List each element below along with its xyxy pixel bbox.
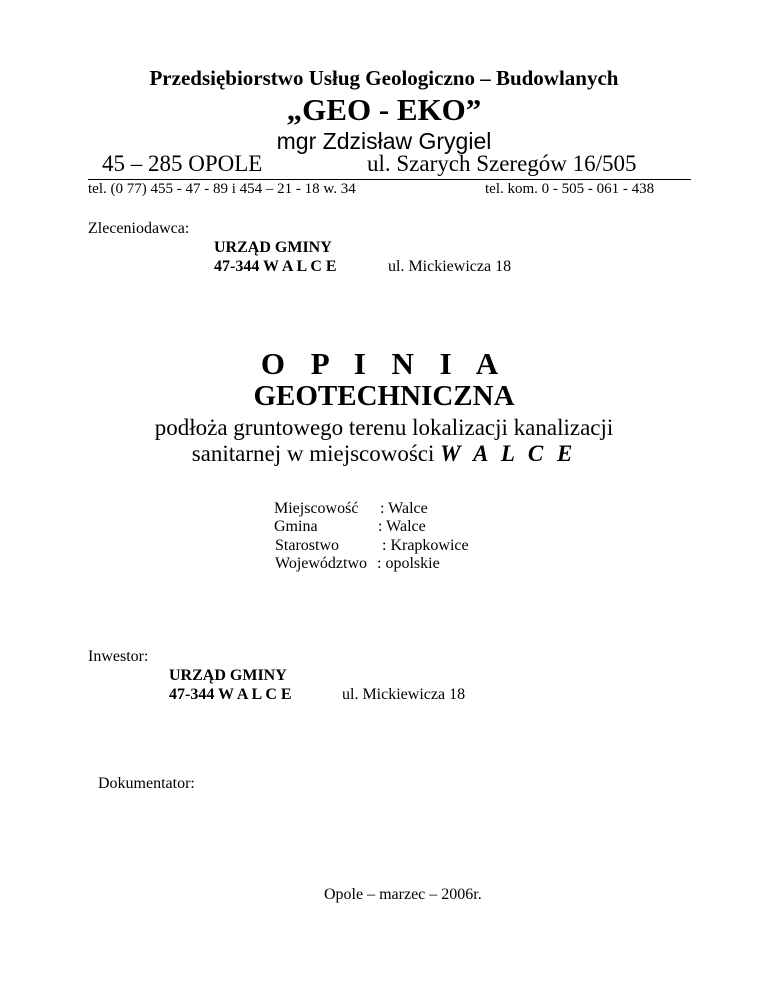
document-subtitle-line1: podłoża gruntowego terenu lokalizacji kanalizacji — [154, 415, 614, 440]
place-date: Opole – marzec – 2006r. — [324, 886, 482, 903]
location-value: : Walce — [380, 500, 428, 517]
investor-city: 47-344 W A L C E — [169, 686, 292, 703]
investor-name: URZĄD GMINY — [169, 667, 287, 684]
documenter-label: Dokumentator: — [98, 775, 195, 792]
zip-city: 45 – 285 OPOLE — [102, 151, 263, 176]
client-label: Zleceniodawca: — [88, 220, 190, 237]
company-name: Przedsiębiorstwo Usług Geologiczno – Budowlanych — [149, 66, 619, 90]
document-title-type: GEOTECHNICZNA — [253, 380, 515, 412]
subtitle-text: sanitarnej w miejscowości — [191, 441, 435, 466]
location-row-town — [274, 500, 428, 518]
location-value: : opolskie — [377, 555, 440, 572]
subtitle-place: W A L C E — [440, 441, 577, 466]
document-subtitle-line2 — [0, 441, 768, 467]
document-title: O P I N I A — [260, 346, 508, 381]
company-street: ul. Szarych Szeregów 16/505 — [367, 151, 637, 176]
phone-numbers: tel. (0 77) 455 - 47 - 89 i 454 – 21 - 18 w. 34 — [88, 181, 356, 197]
header-divider — [88, 179, 691, 180]
location-value: : Walce — [378, 518, 426, 535]
location-row-voivodeship — [275, 555, 440, 573]
owner-name: mgr Zdzisław Grygiel — [276, 128, 492, 154]
investor-street: ul. Mickiewicza 18 — [342, 686, 466, 703]
location-row-commune — [274, 518, 426, 536]
client-city: 47-344 W A L C E — [214, 258, 337, 275]
client-street: ul. Mickiewicza 18 — [388, 258, 512, 275]
mobile-number: tel. kom. 0 - 505 - 061 - 438 — [485, 181, 655, 197]
location-label: Miejscowość — [274, 500, 359, 517]
investor-label: Inwestor: — [88, 648, 149, 665]
brand-name: „GEO - EKO” — [286, 92, 482, 127]
location-value: : Krapkowice — [382, 537, 469, 554]
client-name: URZĄD GMINY — [214, 239, 332, 256]
location-label: Starostwo — [275, 537, 339, 554]
location-row-district — [275, 537, 469, 555]
location-label: Województwo — [275, 555, 368, 572]
location-label: Gmina — [274, 518, 318, 535]
